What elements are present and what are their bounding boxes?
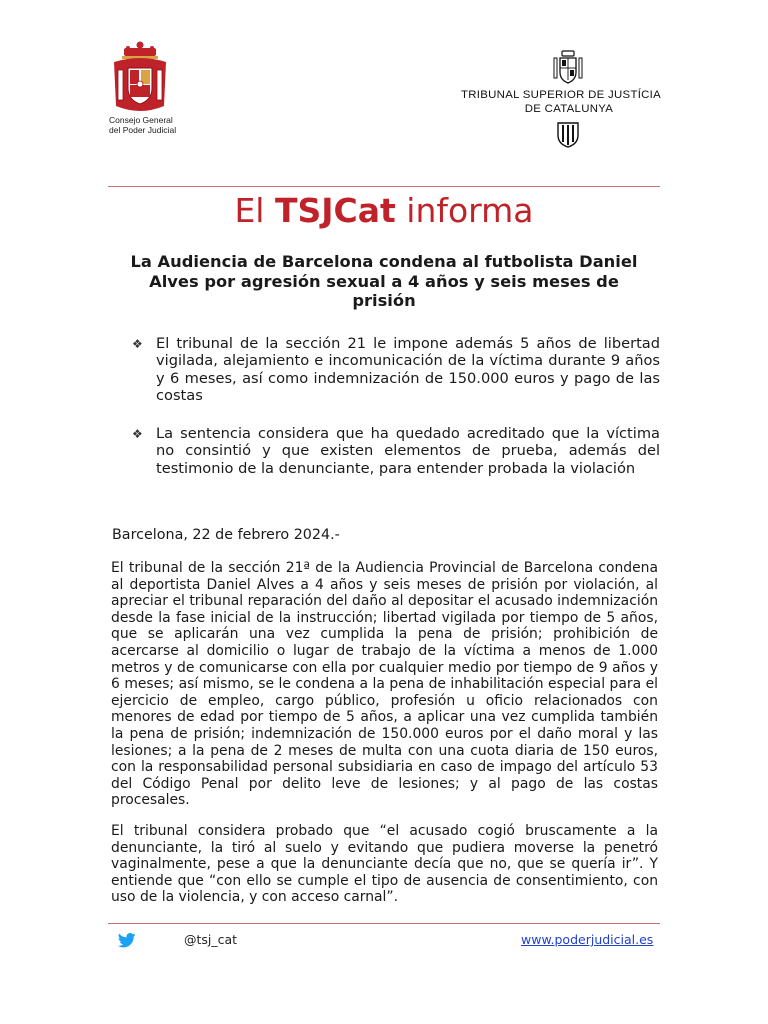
- summary-bullet: [130, 425, 660, 477]
- cgpj-name: [109, 115, 176, 135]
- summary-bullets: [130, 335, 660, 477]
- bullet-text: El tribunal de la sección 21 le impone además 5 años de libertad vigilada, alejamiento e incomunicación de la víctima durante 9 años y 6 meses, así como indemnización de 150.000 euros y pago de las costas: [156, 335, 660, 404]
- bottom-divider: [108, 923, 660, 924]
- body-paragraph: El tribunal considera probado que “el acusado cogió bruscamente a la denunciante, la tiró al suelo y evitando que pudiera moverse la penetró vaginalmente, pese a que la denunciante decía que no, que se quería ir”. Y entiende que “con ello se cumple el tipo de ausencia de consentimiento, con uso de la violencia, y con acceso carnal”.: [111, 823, 658, 906]
- catalonia-seal-icon: [555, 120, 581, 148]
- spain-coat-of-arms-icon: [553, 50, 583, 84]
- masthead-brand: TSJCat: [274, 191, 396, 230]
- cgpj-crest-icon: [110, 40, 170, 116]
- bullet-diamond-icon: ❖: [132, 337, 143, 351]
- body-paragraph: El tribunal de la sección 21ª de la Audiencia Provincial de Barcelona condena al deportista Daniel Alves a 4 años y seis meses de prisión por violación, al apreciar el tribunal reparación del daño al depositar el acusado indemnización desde la fase inicial de la instrucción; libertad vigilada por tiempo de 5 años, que se aplicarán una vez cumplida la pena de prisión; prohibición de acercarse al domicilio o lugar de trabajo de la víctima a menos de 1.000 metros y de comunicarse con ella por cualquier medio por tiempo de 9 años y 6 meses; así mismo, se le condena a la pena de inhabilitación especial para el ejercicio de empleo, cargo público, profesión u oficio relacionados con menores de edad por tiempo de 5 años, a aplicar una vez cumplida también la pena de prisión; indemnización de 150.000 euros por el daño moral y las lesiones; a la pena de 2 meses de multa con una cuota diaria de 150 euros, con la responsabilidad personal subsidiaria en caso de impago del artículo 53 del Código Penal por delito leve de lesiones; y al pago de las costas procesales.: [111, 560, 658, 809]
- headline: La Audiencia de Barcelona condena al futbolista Daniel Alves por agresión sexual a 4 años y seis meses de prisión: [130, 252, 638, 310]
- twitter-bird-icon[interactable]: [118, 933, 136, 948]
- masthead-title: [108, 188, 660, 234]
- masthead-prefix: El: [234, 191, 275, 230]
- top-divider: [108, 186, 660, 187]
- website-link[interactable]: www.poderjudicial.es: [521, 932, 654, 947]
- bullet-text: La sentencia considera que ha quedado acreditado que la víctima no consintió y que existen elementos de prueba, además del testimonio de la denunciante, para entender probada la violación: [156, 425, 660, 477]
- summary-bullet: [130, 335, 660, 404]
- dateline: Barcelona, 22 de febrero 2024.-: [112, 527, 340, 543]
- tsj-name: [461, 88, 677, 116]
- masthead-suffix: informa: [395, 191, 534, 230]
- twitter-handle[interactable]: @tsj_cat: [184, 932, 238, 947]
- tsj-name-line2: DE CATALUNYA: [524, 103, 614, 115]
- bullet-diamond-icon: ❖: [132, 427, 143, 442]
- cgpj-name-line2: del Poder Judicial: [109, 125, 177, 135]
- tsj-name-line1: TRIBUNAL SUPERIOR DE JUSTÍCIA: [461, 89, 662, 101]
- cgpj-name-line1: Consejo General: [109, 115, 173, 125]
